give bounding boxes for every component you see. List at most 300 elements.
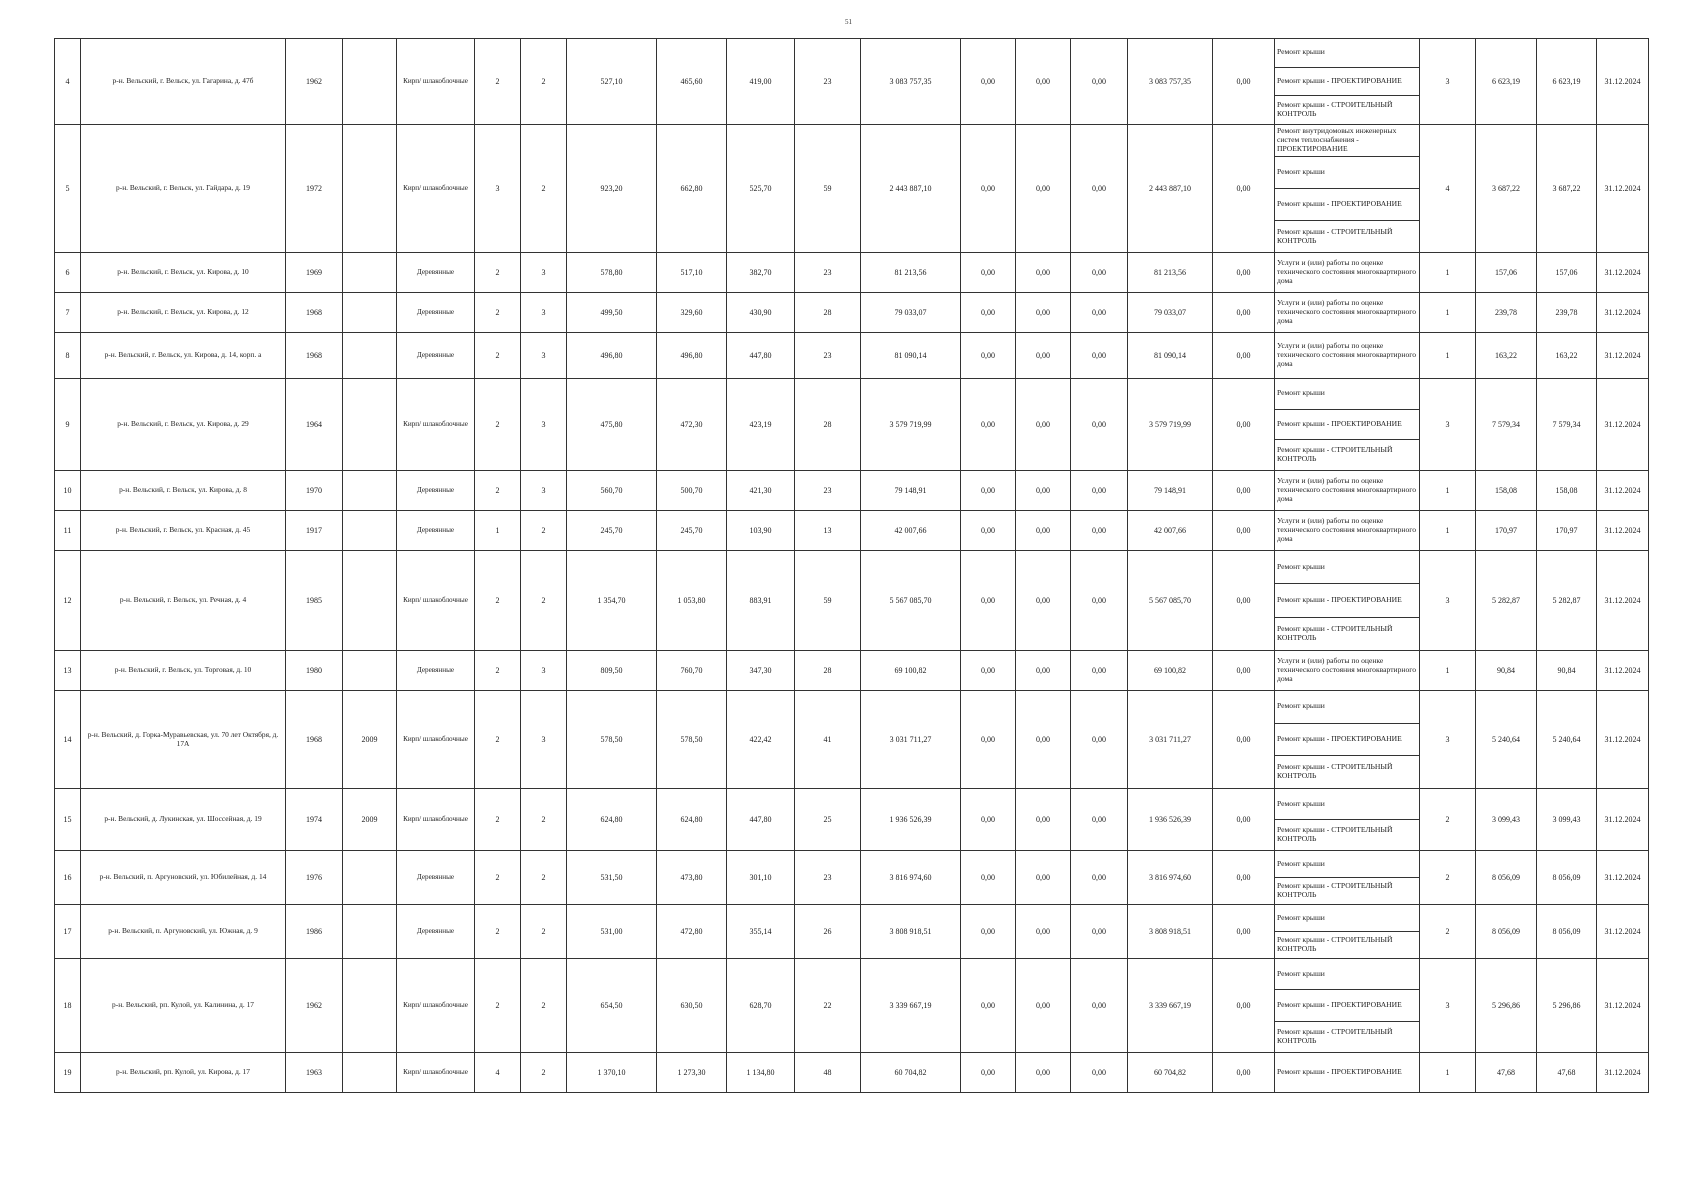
works-count-cell: 3 — [1420, 959, 1476, 1053]
fund-cost-cell: 0,00 — [961, 471, 1016, 511]
owners-funds-cell: 3 031 711,27 — [1128, 691, 1213, 789]
address-cell: р-н. Вельский, рп. Кулой, ул. Кирова, д. 17 — [81, 1053, 286, 1093]
premises-area-cell: 472,30 — [657, 379, 727, 471]
unit-cost-cell: 157,06 — [1476, 253, 1537, 293]
address-cell: р-н. Вельский, г. Вельск, ул. Торговая, д. 10 — [81, 651, 286, 691]
other-sources-cell: 0,00 — [1213, 471, 1275, 511]
deadline-cell: 31.12.2024 — [1597, 959, 1649, 1053]
table-row — [55, 905, 1649, 959]
premises-area-cell: 496,80 — [657, 333, 727, 379]
entrances-cell: 3 — [521, 691, 567, 789]
address-cell: р-н. Вельский, д. Горка-Муравьевская, ул. 70 лет Октября, д. 17А — [81, 691, 286, 789]
floors-cell: 2 — [475, 789, 521, 851]
year-reconstruction-cell — [343, 253, 397, 293]
row-number: 7 — [55, 293, 81, 333]
year-reconstruction-cell — [343, 511, 397, 551]
works-list-cell — [1275, 789, 1420, 851]
work-item: Услуги и (или) работы по оценке технического состояния многоквартирного дома — [1277, 476, 1416, 503]
works-count-cell: 3 — [1420, 551, 1476, 651]
floors-cell: 4 — [475, 1053, 521, 1093]
works-list-cell — [1275, 691, 1420, 789]
total-cost-cell: 69 100,82 — [861, 651, 961, 691]
works-count-cell: 4 — [1420, 125, 1476, 253]
other-sources-cell: 0,00 — [1213, 851, 1275, 905]
work-item: Ремонт крыши - СТРОИТЕЛЬНЫЙ КОНТРОЛЬ — [1275, 1021, 1419, 1052]
total-cost-cell: 60 704,82 — [861, 1053, 961, 1093]
owners-funds-cell: 79 033,07 — [1128, 293, 1213, 333]
works-list-cell — [1275, 511, 1420, 551]
table-row — [55, 691, 1649, 789]
other-sources-cell: 0,00 — [1213, 691, 1275, 789]
address-cell: р-н. Вельский, п. Аргуновский, ул. Юбилейная, д. 14 — [81, 851, 286, 905]
premises-area-cell: 473,80 — [657, 851, 727, 905]
max-unit-cost-cell: 7 579,34 — [1537, 379, 1597, 471]
max-unit-cost-cell: 3 687,22 — [1537, 125, 1597, 253]
owners-funds-cell: 3 808 918,51 — [1128, 905, 1213, 959]
address-cell: р-н. Вельский, г. Вельск, ул. Гагарина, д. 47б — [81, 39, 286, 125]
page-number: 51 — [845, 18, 852, 26]
work-item: Ремонт крыши - ПРОЕКТИРОВАНИЕ — [1275, 409, 1419, 440]
deadline-cell: 31.12.2024 — [1597, 1053, 1649, 1093]
work-item: Ремонт крыши - СТРОИТЕЛЬНЫЙ КОНТРОЛЬ — [1275, 95, 1419, 124]
entrances-cell: 2 — [521, 789, 567, 851]
total-area-cell: 578,80 — [567, 253, 657, 293]
living-area-cell: 103,90 — [727, 511, 795, 551]
work-item: Ремонт крыши - СТРОИТЕЛЬНЫЙ КОНТРОЛЬ — [1275, 819, 1419, 850]
entrances-cell: 3 — [521, 651, 567, 691]
row-number: 8 — [55, 333, 81, 379]
living-area-cell: 1 134,80 — [727, 1053, 795, 1093]
other-sources-cell: 0,00 — [1213, 651, 1275, 691]
residents-cell: 28 — [795, 379, 861, 471]
year-built-cell: 1968 — [286, 333, 343, 379]
regional-budget-cell: 0,00 — [1016, 333, 1071, 379]
year-built-cell: 1969 — [286, 253, 343, 293]
residents-cell: 23 — [795, 253, 861, 293]
local-budget-cell: 0,00 — [1071, 39, 1128, 125]
floors-cell: 2 — [475, 851, 521, 905]
regional-budget-cell: 0,00 — [1016, 691, 1071, 789]
year-reconstruction-cell — [343, 379, 397, 471]
floors-cell: 2 — [475, 471, 521, 511]
unit-cost-cell: 8 056,09 — [1476, 905, 1537, 959]
total-area-cell: 531,00 — [567, 905, 657, 959]
work-item: Услуги и (или) работы по оценке технического состояния многоквартирного дома — [1277, 516, 1416, 543]
entrances-cell: 2 — [521, 551, 567, 651]
address-cell: р-н. Вельский, г. Вельск, ул. Кирова, д. 14, корп. а — [81, 333, 286, 379]
year-built-cell: 1986 — [286, 905, 343, 959]
total-area-cell: 560,70 — [567, 471, 657, 511]
unit-cost-cell: 5 282,87 — [1476, 551, 1537, 651]
works-count-cell: 1 — [1420, 471, 1476, 511]
floors-cell: 2 — [475, 905, 521, 959]
other-sources-cell: 0,00 — [1213, 293, 1275, 333]
unit-cost-cell: 47,68 — [1476, 1053, 1537, 1093]
year-built-cell: 1964 — [286, 379, 343, 471]
total-cost-cell: 3 339 667,19 — [861, 959, 961, 1053]
owners-funds-cell: 1 936 526,39 — [1128, 789, 1213, 851]
works-count-cell: 2 — [1420, 789, 1476, 851]
regional-budget-cell: 0,00 — [1016, 511, 1071, 551]
total-area-cell: 245,70 — [567, 511, 657, 551]
residents-cell: 28 — [795, 293, 861, 333]
living-area-cell: 430,90 — [727, 293, 795, 333]
works-count-cell: 1 — [1420, 253, 1476, 293]
regional-budget-cell: 0,00 — [1016, 293, 1071, 333]
max-unit-cost-cell: 8 056,09 — [1537, 905, 1597, 959]
living-area-cell: 355,14 — [727, 905, 795, 959]
works-count-cell: 2 — [1420, 851, 1476, 905]
premises-area-cell: 500,70 — [657, 471, 727, 511]
fund-cost-cell: 0,00 — [961, 551, 1016, 651]
total-cost-cell: 5 567 085,70 — [861, 551, 961, 651]
works-list-cell — [1275, 125, 1420, 253]
max-unit-cost-cell: 47,68 — [1537, 1053, 1597, 1093]
fund-cost-cell: 0,00 — [961, 253, 1016, 293]
living-area-cell: 382,70 — [727, 253, 795, 293]
work-item: Ремонт крыши - СТРОИТЕЛЬНЫЙ КОНТРОЛЬ — [1275, 439, 1419, 470]
regional-budget-cell: 0,00 — [1016, 125, 1071, 253]
address-cell: р-н. Вельский, п. Аргуновский, ул. Южная, д. 9 — [81, 905, 286, 959]
premises-area-cell: 472,80 — [657, 905, 727, 959]
owners-funds-cell: 60 704,82 — [1128, 1053, 1213, 1093]
unit-cost-cell: 90,84 — [1476, 651, 1537, 691]
wall-material-cell: Кирп/ шлакоблочные — [397, 1053, 475, 1093]
work-item: Ремонт внутридомовых инженерных систем теплоснабжения - ПРОЕКТИРОВАНИЕ — [1277, 126, 1397, 153]
year-built-cell: 1962 — [286, 959, 343, 1053]
unit-cost-cell: 5 240,64 — [1476, 691, 1537, 789]
regional-budget-cell: 0,00 — [1016, 471, 1071, 511]
year-reconstruction-cell — [343, 551, 397, 651]
floors-cell: 2 — [475, 39, 521, 125]
living-area-cell: 628,70 — [727, 959, 795, 1053]
entrances-cell: 3 — [521, 333, 567, 379]
works-list-cell — [1275, 293, 1420, 333]
local-budget-cell: 0,00 — [1071, 333, 1128, 379]
table-row — [55, 471, 1649, 511]
entrances-cell: 3 — [521, 293, 567, 333]
wall-material-cell: Кирп/ шлакоблочные — [397, 789, 475, 851]
row-number: 5 — [55, 125, 81, 253]
year-reconstruction-cell: 2009 — [343, 691, 397, 789]
works-count-cell: 1 — [1420, 1053, 1476, 1093]
total-area-cell: 499,50 — [567, 293, 657, 333]
row-number: 12 — [55, 551, 81, 651]
work-item: Ремонт крыши — [1277, 47, 1325, 57]
floors-cell: 2 — [475, 651, 521, 691]
capital-repair-register-table — [54, 38, 1649, 1093]
work-item: Услуги и (или) работы по оценке технического состояния многоквартирного дома — [1277, 258, 1416, 285]
residents-cell: 23 — [795, 471, 861, 511]
row-number: 11 — [55, 511, 81, 551]
works-list — [1275, 959, 1419, 1052]
fund-cost-cell: 0,00 — [961, 651, 1016, 691]
work-item: Ремонт крыши - ПРОЕКТИРОВАНИЕ — [1277, 1067, 1402, 1077]
regional-budget-cell: 0,00 — [1016, 1053, 1071, 1093]
living-area-cell: 447,80 — [727, 789, 795, 851]
works-list-cell — [1275, 471, 1420, 511]
max-unit-cost-cell: 5 282,87 — [1537, 551, 1597, 651]
row-number: 4 — [55, 39, 81, 125]
works-list-cell — [1275, 253, 1420, 293]
floors-cell: 3 — [475, 125, 521, 253]
residents-cell: 13 — [795, 511, 861, 551]
work-item: Услуги и (или) работы по оценке технического состояния многоквартирного дома — [1277, 656, 1416, 683]
address-cell: р-н. Вельский, рп. Кулой, ул. Калинина, д. 17 — [81, 959, 286, 1053]
residents-cell: 48 — [795, 1053, 861, 1093]
premises-area-cell: 517,10 — [657, 253, 727, 293]
residents-cell: 23 — [795, 851, 861, 905]
works-list-cell — [1275, 333, 1420, 379]
works-list — [1275, 511, 1419, 550]
premises-area-cell: 662,80 — [657, 125, 727, 253]
works-list-cell — [1275, 905, 1420, 959]
work-item: Ремонт крыши - СТРОИТЕЛЬНЫЙ КОНТРОЛЬ — [1275, 755, 1419, 788]
deadline-cell: 31.12.2024 — [1597, 125, 1649, 253]
living-area-cell: 422,42 — [727, 691, 795, 789]
other-sources-cell: 0,00 — [1213, 333, 1275, 379]
max-unit-cost-cell: 8 056,09 — [1537, 851, 1597, 905]
row-number: 18 — [55, 959, 81, 1053]
living-area-cell: 421,30 — [727, 471, 795, 511]
works-list — [1275, 379, 1419, 470]
regional-budget-cell: 0,00 — [1016, 851, 1071, 905]
living-area-cell: 447,80 — [727, 333, 795, 379]
wall-material-cell: Деревянные — [397, 253, 475, 293]
year-reconstruction-cell — [343, 333, 397, 379]
total-cost-cell: 3 031 711,27 — [861, 691, 961, 789]
local-budget-cell: 0,00 — [1071, 471, 1128, 511]
floors-cell: 2 — [475, 379, 521, 471]
year-built-cell: 1968 — [286, 691, 343, 789]
total-cost-cell: 1 936 526,39 — [861, 789, 961, 851]
entrances-cell: 2 — [521, 125, 567, 253]
work-item: Ремонт крыши — [1277, 388, 1325, 398]
works-count-cell: 1 — [1420, 293, 1476, 333]
table-row — [55, 293, 1649, 333]
address-cell: р-н. Вельский, д. Лукинская, ул. Шоссейная, д. 19 — [81, 789, 286, 851]
owners-funds-cell: 42 007,66 — [1128, 511, 1213, 551]
total-area-cell: 527,10 — [567, 39, 657, 125]
deadline-cell: 31.12.2024 — [1597, 851, 1649, 905]
works-count-cell: 1 — [1420, 333, 1476, 379]
works-count-cell: 1 — [1420, 511, 1476, 551]
row-number: 6 — [55, 253, 81, 293]
wall-material-cell: Кирп/ шлакоблочные — [397, 551, 475, 651]
local-budget-cell: 0,00 — [1071, 379, 1128, 471]
wall-material-cell: Деревянные — [397, 905, 475, 959]
wall-material-cell: Деревянные — [397, 651, 475, 691]
regional-budget-cell: 0,00 — [1016, 651, 1071, 691]
living-area-cell: 525,70 — [727, 125, 795, 253]
total-cost-cell: 79 033,07 — [861, 293, 961, 333]
living-area-cell: 419,00 — [727, 39, 795, 125]
work-item: Ремонт крыши - ПРОЕКТИРОВАНИЕ — [1275, 989, 1419, 1020]
regional-budget-cell: 0,00 — [1016, 959, 1071, 1053]
unit-cost-cell: 170,97 — [1476, 511, 1537, 551]
works-list — [1275, 333, 1419, 378]
fund-cost-cell: 0,00 — [961, 333, 1016, 379]
address-cell: р-н. Вельский, г. Вельск, ул. Кирова, д. 29 — [81, 379, 286, 471]
year-built-cell: 1974 — [286, 789, 343, 851]
wall-material-cell: Кирп/ шлакоблочные — [397, 379, 475, 471]
wall-material-cell: Кирп/ шлакоблочные — [397, 959, 475, 1053]
total-area-cell: 531,50 — [567, 851, 657, 905]
table-row — [55, 1053, 1649, 1093]
works-list-cell — [1275, 651, 1420, 691]
works-list — [1275, 691, 1419, 788]
deadline-cell: 31.12.2024 — [1597, 789, 1649, 851]
unit-cost-cell: 8 056,09 — [1476, 851, 1537, 905]
address-cell: р-н. Вельский, г. Вельск, ул. Кирова, д. 8 — [81, 471, 286, 511]
work-item: Ремонт крыши - ПРОЕКТИРОВАНИЕ — [1275, 583, 1419, 616]
deadline-cell: 31.12.2024 — [1597, 293, 1649, 333]
entrances-cell: 3 — [521, 253, 567, 293]
works-list — [1275, 1053, 1419, 1092]
local-budget-cell: 0,00 — [1071, 959, 1128, 1053]
max-unit-cost-cell: 157,06 — [1537, 253, 1597, 293]
year-built-cell: 1972 — [286, 125, 343, 253]
deadline-cell: 31.12.2024 — [1597, 651, 1649, 691]
unit-cost-cell: 158,08 — [1476, 471, 1537, 511]
living-area-cell: 301,10 — [727, 851, 795, 905]
max-unit-cost-cell: 163,22 — [1537, 333, 1597, 379]
row-number: 17 — [55, 905, 81, 959]
other-sources-cell: 0,00 — [1213, 1053, 1275, 1093]
owners-funds-cell: 3 083 757,35 — [1128, 39, 1213, 125]
works-list — [1275, 253, 1419, 292]
premises-area-cell: 624,80 — [657, 789, 727, 851]
year-reconstruction-cell — [343, 293, 397, 333]
floors-cell: 2 — [475, 691, 521, 789]
unit-cost-cell: 239,78 — [1476, 293, 1537, 333]
year-reconstruction-cell — [343, 905, 397, 959]
year-built-cell: 1985 — [286, 551, 343, 651]
table-row — [55, 851, 1649, 905]
local-budget-cell: 0,00 — [1071, 789, 1128, 851]
residents-cell: 28 — [795, 651, 861, 691]
wall-material-cell: Деревянные — [397, 293, 475, 333]
year-reconstruction-cell — [343, 125, 397, 253]
total-area-cell: 923,20 — [567, 125, 657, 253]
deadline-cell: 31.12.2024 — [1597, 379, 1649, 471]
max-unit-cost-cell: 158,08 — [1537, 471, 1597, 511]
work-item: Ремонт крыши - ПРОЕКТИРОВАНИЕ — [1275, 67, 1419, 96]
fund-cost-cell: 0,00 — [961, 959, 1016, 1053]
row-number: 9 — [55, 379, 81, 471]
local-budget-cell: 0,00 — [1071, 293, 1128, 333]
local-budget-cell: 0,00 — [1071, 1053, 1128, 1093]
work-item: Ремонт крыши - СТРОИТЕЛЬНЫЙ КОНТРОЛЬ — [1275, 617, 1419, 650]
address-cell: р-н. Вельский, г. Вельск, ул. Речная, д. 4 — [81, 551, 286, 651]
table-row — [55, 333, 1649, 379]
table-row — [55, 125, 1649, 253]
wall-material-cell: Кирп/ шлакоблочные — [397, 125, 475, 253]
owners-funds-cell: 69 100,82 — [1128, 651, 1213, 691]
works-count-cell: 3 — [1420, 379, 1476, 471]
other-sources-cell: 0,00 — [1213, 511, 1275, 551]
work-item: Ремонт крыши — [1277, 858, 1325, 868]
work-item: Услуги и (или) работы по оценке технического состояния многоквартирного дома — [1277, 298, 1416, 325]
floors-cell: 1 — [475, 511, 521, 551]
work-item: Ремонт крыши — [1277, 912, 1325, 922]
year-built-cell: 1976 — [286, 851, 343, 905]
max-unit-cost-cell: 5 240,64 — [1537, 691, 1597, 789]
owners-funds-cell: 3 816 974,60 — [1128, 851, 1213, 905]
address-cell: р-н. Вельский, г. Вельск, ул. Кирова, д. 12 — [81, 293, 286, 333]
year-reconstruction-cell — [343, 471, 397, 511]
residents-cell: 41 — [795, 691, 861, 789]
work-item: Ремонт крыши — [1277, 561, 1325, 571]
entrances-cell: 2 — [521, 511, 567, 551]
total-cost-cell: 81 213,56 — [861, 253, 961, 293]
wall-material-cell: Деревянные — [397, 333, 475, 379]
unit-cost-cell: 7 579,34 — [1476, 379, 1537, 471]
floors-cell: 2 — [475, 551, 521, 651]
unit-cost-cell: 3 099,43 — [1476, 789, 1537, 851]
work-item: Ремонт крыши - СТРОИТЕЛЬНЫЙ КОНТРОЛЬ — [1275, 877, 1419, 904]
owners-funds-cell: 79 148,91 — [1128, 471, 1213, 511]
other-sources-cell: 0,00 — [1213, 551, 1275, 651]
work-item: Ремонт крыши — [1275, 156, 1419, 188]
regional-budget-cell: 0,00 — [1016, 551, 1071, 651]
entrances-cell: 2 — [521, 905, 567, 959]
work-item: Ремонт крыши - ПРОЕКТИРОВАНИЕ — [1275, 188, 1419, 220]
year-reconstruction-cell — [343, 959, 397, 1053]
other-sources-cell: 0,00 — [1213, 905, 1275, 959]
fund-cost-cell: 0,00 — [961, 125, 1016, 253]
residents-cell: 59 — [795, 551, 861, 651]
premises-area-cell: 465,60 — [657, 39, 727, 125]
works-list — [1275, 125, 1419, 252]
address-cell: р-н. Вельский, г. Вельск, ул. Кирова, д. 10 — [81, 253, 286, 293]
residents-cell: 59 — [795, 125, 861, 253]
work-item: Услуги и (или) работы по оценке технического состояния многоквартирного дома — [1277, 341, 1416, 368]
entrances-cell: 2 — [521, 851, 567, 905]
other-sources-cell: 0,00 — [1213, 39, 1275, 125]
total-area-cell: 475,80 — [567, 379, 657, 471]
year-built-cell: 1980 — [286, 651, 343, 691]
deadline-cell: 31.12.2024 — [1597, 471, 1649, 511]
max-unit-cost-cell: 6 623,19 — [1537, 39, 1597, 125]
owners-funds-cell: 5 567 085,70 — [1128, 551, 1213, 651]
entrances-cell: 2 — [521, 1053, 567, 1093]
year-built-cell: 1917 — [286, 511, 343, 551]
work-item: Ремонт крыши — [1277, 798, 1325, 808]
fund-cost-cell: 0,00 — [961, 851, 1016, 905]
total-area-cell: 1 370,10 — [567, 1053, 657, 1093]
year-reconstruction-cell — [343, 651, 397, 691]
premises-area-cell: 578,50 — [657, 691, 727, 789]
works-list — [1275, 651, 1419, 690]
local-budget-cell: 0,00 — [1071, 851, 1128, 905]
residents-cell: 22 — [795, 959, 861, 1053]
premises-area-cell: 245,70 — [657, 511, 727, 551]
address-cell: р-н. Вельский, г. Вельск, ул. Красная, д. 45 — [81, 511, 286, 551]
table-row — [55, 253, 1649, 293]
table-row — [55, 379, 1649, 471]
other-sources-cell: 0,00 — [1213, 789, 1275, 851]
row-number: 10 — [55, 471, 81, 511]
premises-area-cell: 329,60 — [657, 293, 727, 333]
fund-cost-cell: 0,00 — [961, 1053, 1016, 1093]
other-sources-cell: 0,00 — [1213, 253, 1275, 293]
row-number: 19 — [55, 1053, 81, 1093]
row-number: 14 — [55, 691, 81, 789]
works-list — [1275, 789, 1419, 850]
total-cost-cell: 3 816 974,60 — [861, 851, 961, 905]
entrances-cell: 2 — [521, 39, 567, 125]
